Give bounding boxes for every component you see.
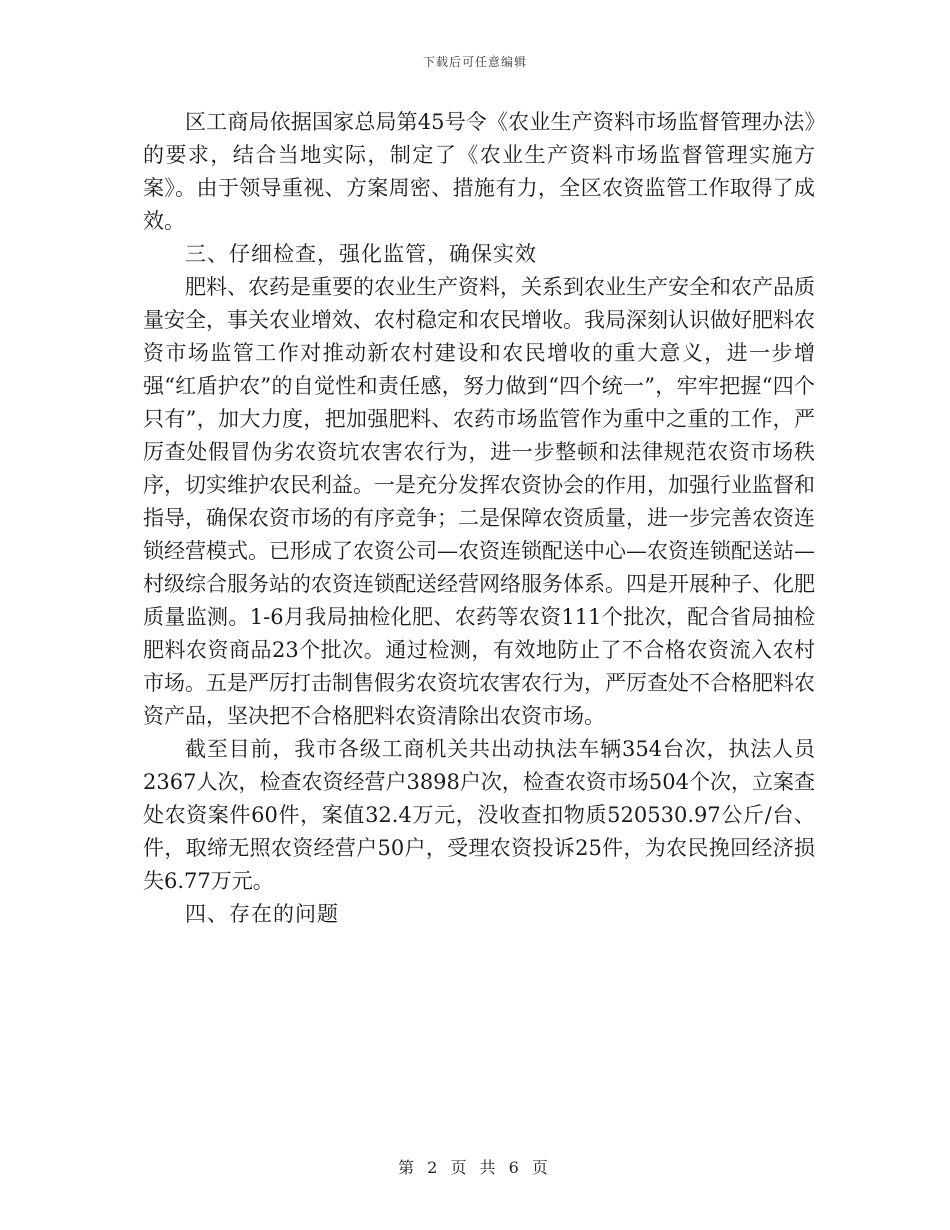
page-number-footer: 第 2 页 共 6 页 (398, 1158, 552, 1177)
document-body (143, 106, 815, 931)
paragraph-intro: 区工商局依据国家总局第45号令《农业生产资料市场监督管理办法》的要求，结合当地实际，制定了《农业生产资料市场监督管理实施方案》。由于领导重视、方案周密、措施有力，全区农资监管工作取得了成效。 (143, 110, 815, 233)
paragraph-supervision: 肥料、农药是重要的农业生产资料，关系到农业生产安全和农产品质量安全，事关农业增效、农村稳定和农民增收。我局深刻认识做好肥料农资市场监管工作对推动新农村建设和农民增收的重大意义，进一步增强“红盾护农”的自觉性和责任感，努力做到“四个统一”，牢牢把握“四个只有”，加大力度，把加强肥料、农药市场监管作为重中之重的工作，严厉查处假冒伪劣农资坑农害农行为，进一步整顿和法律规范农资市场秩序，切实维护农民利益。一是充分发挥农资协会的作用，加强行业监督和指导，确保农资市场的有序竞争；二是保障农资质量，进一步完善农资连锁经营模式。已形成了农资公司—农资连锁配送中心—农资连锁配送站—村级综合服务站的农资连锁配送经营网络服务体系。四是开展种子、化肥质量监测。1-6月我局抽检化肥、农药等农资111个批次，配合省局抽检肥料农资商品23个批次。通过检测，有效地防止了不合格农资流入农村市场。五是严厉打击制售假劣农资坑农害农行为，严厉查处不合格肥料农资产品，坚决把不合格肥料农资清除出农资市场。 (143, 275, 815, 728)
section-heading-3: 三、仔细检查，强化监管，确保实效 (185, 242, 537, 266)
paragraph-statistics: 截至目前，我市各级工商机关共出动执法车辆354台次，执法人员2367人次，检查农资经营户3898户次，检查农资市场504个次，立案查处农资案件60件，案值32.4万元，没收查扣物质520530.97公斤/台、件，取缔无照农资经营户50户，受理农资投诉25件，为农民挽回经济损失6.77万元。 (143, 737, 815, 893)
page-header: 下载后可任意编辑 (422, 55, 527, 69)
section-heading-4: 四、存在的问题 (185, 902, 339, 926)
